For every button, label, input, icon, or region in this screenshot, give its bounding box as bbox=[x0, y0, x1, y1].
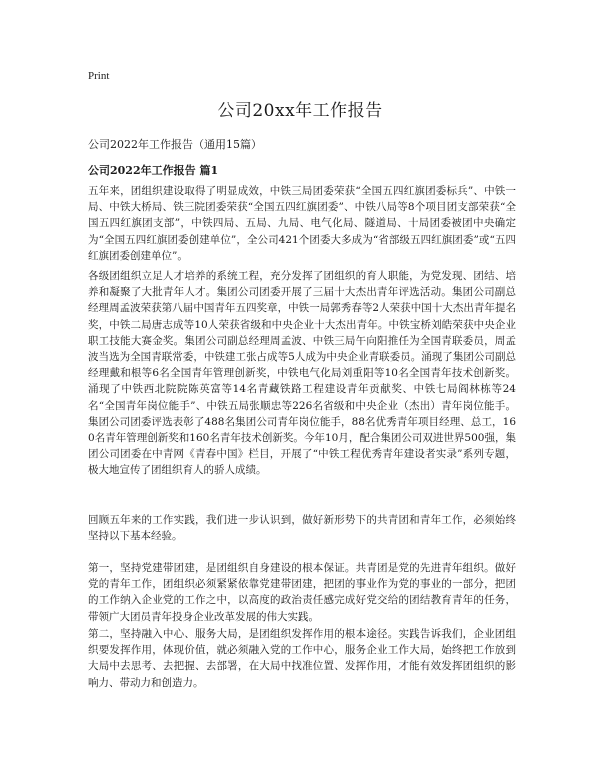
print-link[interactable]: Print bbox=[88, 70, 110, 82]
paragraph-3: 回顾五年来的工作实践，我们进一步认识到，做好新形势下的共青团和青年工作，必须始终坚持以下基本经验。 bbox=[88, 514, 516, 543]
paragraph-5: 第二，坚持融入中心、服务大局，是团组织发挥作用的根本途径。实践告诉我们，企业团组织要发挥作用，体现价值，就必须融入党的工作中心，服务企业工作大局，始终把工作放到大局中去思考、去把握、去部署，在大局中找准位置、发挥作用，才能有效发挥团组织的影响力、带动力和创造力。 bbox=[88, 628, 516, 689]
paragraph-2: 各级团组织立足人才培养的系统工程，充分发挥了团组织的育人职能，为党发现、团结、培养和凝聚了大批青年人才。集团公司团委开展了三届十大杰出青年评选活动。集团公司副总经理周孟波荣获第八届中国青年五四奖章，中铁一局郭秀春等2人荣获中国十大杰出青年提名奖，中铁二局唐志成等10人荣获省级和中央企业十大杰出青年。中铁宝桥刘皓荣获中央企业职工技能大赛金奖。集团公司副总经理周孟波、中铁三局午向阳推任为全国青联委员，周孟波当选为全国青联常委，中铁建工张占成等5人成为中央企业青联委员。涌现了集团公司副总经理戴和根等6名全国青年管理创新奖，中铁电气化局刘重阳等10名全国青年技术创新奖。涌现了中铁西北院院陈英富等14名青藏铁路工程建设青年贡献奖、中铁七局阎林栋等24名“全国青年岗位能手”、中铁五局张顺忠等226名省级和中央企业（杰出）青年岗位能手。集团公司团委评选表彰了488名集团公司青年岗位能手，88名优秀青年项目经理、总工，160名青年管理创新奖和160名青年技术创新奖。今年10月，配合集团公司双进世界500强，集团公司团委在中青网《青春中国》栏目，开展了“中铁工程优秀青年建设者实录”系列专题，极大地宣传了团组织育人的骄人成绩。 bbox=[88, 270, 516, 477]
section-heading: 公司2022年工作报告 篇1 bbox=[88, 164, 219, 177]
document-title: 公司20xx年工作报告 bbox=[217, 101, 383, 121]
document-subtitle: 公司2022年工作报告（通用15篇） bbox=[88, 138, 262, 151]
paragraph-4: 第一，坚持党建带团建，是团组织自身建设的根本保证。共青团是党的先进青年组织。做好党的青年工作，团组织必须紧紧依靠党建带团建，把团的事业作为党的事业的一部分，把团的工作纳入企业党的工作之中，以高度的政治责任感完成好党交给的团结教育青年的任务，带领广大团员青年投身企业改革发展的伟大实践。 bbox=[88, 562, 516, 623]
paragraph-1: 五年来，团组织建设取得了明显成效，中铁三局团委荣获“全国五四红旗团委标兵”、中铁一局、中铁大桥局、铁三院团委荣获“全国五四红旗团委”、中铁八局等8个项目团支部荣获“全国五四红旗团支部”，中铁四局、五局、九局、电气化局、隧道局、十局团委被团中央确定为“全国五四红旗团委创建单位”，全公司421个团委大多成为“省部级五四红旗团委”或“五四红旗团委创建单位”。 bbox=[88, 185, 516, 262]
